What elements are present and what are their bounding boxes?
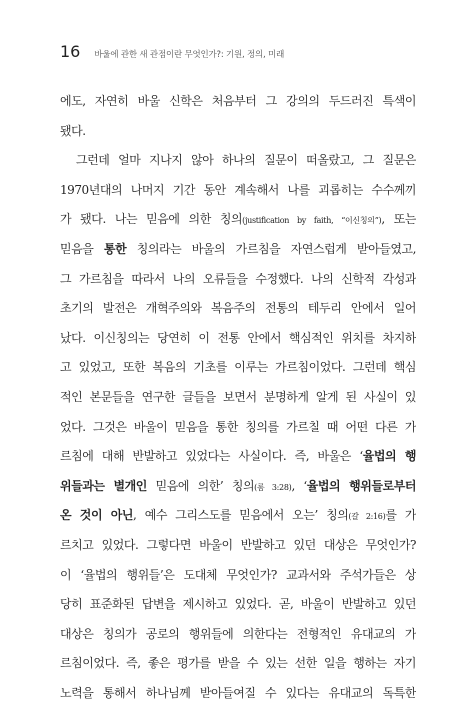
text-segment: 르침에 대해 반발하고 있었다는 사실이다. 즉, 바울은 ‘: [60, 449, 363, 464]
text-segment: 르치고 있었다. 그렇다면 바울이 반발하고 있던 대상은 무엇인가?: [60, 537, 416, 552]
text-line: [60, 146, 416, 176]
text-line: [60, 442, 416, 472]
text-line: [60, 649, 416, 679]
text-line: [60, 679, 416, 708]
text-segment: 초기의 발전은 개혁주의와 복음주의 전통의 테두리 안에서 일어: [60, 301, 416, 316]
text-segment: 를 가: [385, 508, 416, 523]
text-segment: 믿음을: [60, 241, 104, 256]
citation-text: (롬 3:28): [254, 482, 292, 492]
text-segment: , ‘: [291, 478, 307, 493]
text-segment: 그런데 얼마 지나지 않아 하나의 질문이 떠올랐고, 그 질문은: [76, 153, 416, 168]
citation-text: (justification by faith, “이신칭의”): [242, 216, 382, 226]
text-line: [60, 324, 416, 354]
text-segment: 1970년대의 나머지 기간 동안 계속해서 나를 괴롭히는 수수께끼: [60, 182, 416, 197]
text-line: [60, 205, 416, 235]
emphasis-text: 율법의 행위들로부터: [306, 478, 416, 493]
text-segment: 적인 본문들을 연구한 글들을 보면서 분명하게 알게 된 사실이 있: [60, 389, 416, 404]
text-segment: 에도, 자연히 바울 신학은 처음부터 그 강의의 두드러진 특색이: [60, 94, 416, 108]
text-segment: 그 가르침을 따라서 나의 오류들을 수정했다. 나의 신학적 각성과: [60, 271, 416, 286]
text-segment: 대상은 칭의가 공로의 행위들에 의한다는 전형적인 유대교의 가: [60, 626, 416, 641]
text-segment: 노력을 통해서 하나님께 받아들여질 수 있다는 유대교의 독특한: [60, 685, 416, 700]
text-line: [60, 87, 416, 117]
text-line: [60, 561, 416, 591]
text-segment: , 또는: [381, 212, 416, 227]
text-segment: 믿음에 의한’ 칭의: [146, 478, 255, 493]
text-line: [60, 620, 416, 650]
text-line: [60, 590, 416, 620]
text-segment: 르침이었다. 즉, 좋은 평가를 받을 수 있는 선한 일을 행하는 자기: [60, 656, 416, 671]
text-line: [60, 531, 416, 561]
text-segment: 칭의라는 바울의 가르침을 자연스럽게 받아들였고,: [126, 241, 416, 256]
emphasis-text: 온 것이 아닌: [60, 508, 134, 523]
page-number: 16: [60, 42, 81, 61]
text-segment: 고 있었고, 또한 복음의 기초를 이루는 가르침이었다. 그런데 핵심: [60, 360, 416, 375]
text-segment: 이 ‘율법의 행위들’은 도대체 무엇인가? 교과서와 주석가들은 상: [60, 567, 416, 582]
text-line: [60, 176, 416, 206]
citation-text: (갈 2:16): [348, 512, 386, 522]
text-line: [60, 472, 416, 502]
text-segment: 났다. 이신칭의는 당연히 이 전통 안에서 핵심적인 위치를 차지하: [60, 330, 416, 345]
text-segment: 가 됐다. 나는 믿음에 의한 칭의: [60, 212, 243, 227]
emphasis-text: 통한: [103, 241, 127, 256]
text-line: [60, 265, 416, 295]
text-line: [60, 383, 416, 413]
running-header: [60, 42, 430, 64]
emphasis-text: 위들과는 별개인: [60, 478, 147, 493]
text-line: [60, 353, 416, 383]
running-title: 바울에 관한 새 관점이란 무엇인가?: 기원, 정의, 미래: [94, 50, 285, 60]
text-line: [60, 501, 416, 531]
text-line: [60, 235, 416, 265]
text-line: [60, 294, 416, 324]
text-segment: 당히 표준화된 답변을 제시하고 있었다. 곧, 바울이 반발하고 있던: [60, 597, 416, 612]
body-text: [60, 87, 416, 708]
text-segment: 됐다.: [60, 123, 86, 138]
text-segment: , 예수 그리스도를 믿음에서 오는’ 칭의: [133, 508, 349, 523]
text-segment: 었다. 그것은 바울이 믿음을 통한 칭의를 가르칠 때 어떤 다른 가: [60, 419, 416, 434]
text-line: [60, 413, 416, 443]
text-line: [60, 117, 416, 147]
emphasis-text: 율법의 행: [362, 449, 416, 464]
